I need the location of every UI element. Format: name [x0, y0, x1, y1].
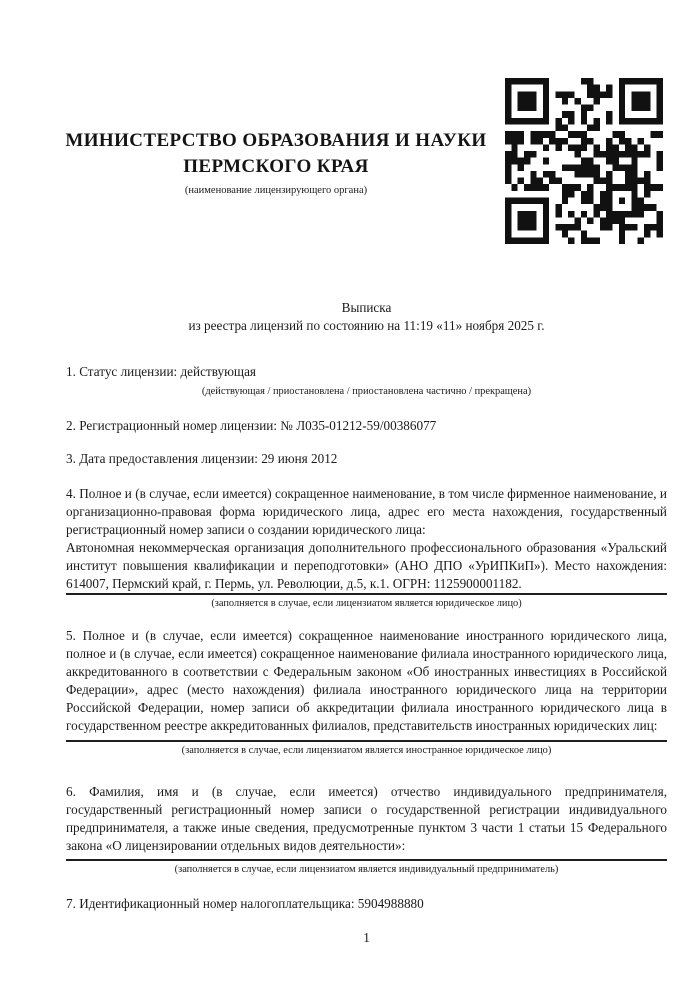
- document-title-line2: из реестра лицензий по состоянию на 11:19 «11» ноября 2025 г.: [188, 318, 545, 333]
- item-4-fill-line: [66, 593, 667, 595]
- document-body: [66, 299, 667, 947]
- item-4-legal-entity-value: Автономная некоммерческая организация дополнительного профессионального образования «Уральский институт повышения квалификации и переподготовки» (АНО ДПО «УрИПКиП»). Место нахождения: 614007, Пермский край, г. Пермь, ул. Революции, д.5, к.1. ОГРН: 1125900001182.: [66, 540, 667, 591]
- qr-code-icon: [505, 78, 663, 244]
- item-7-taxpayer-id: 7. Идентификационный номер налогоплательщика: 5904988880: [66, 896, 424, 911]
- item-3-grant-date: 3. Дата предоставления лицензии: 29 июня 2012: [66, 451, 338, 466]
- issuing-authority-block: [40, 128, 512, 197]
- item-5-foreign-entity-statement: 5. Полное и (в случае, если имеется) сокращенное наименование иностранного юридического лица, полное и (в случае, если имеется) сокращенное наименование филиала иностранного юридического лица, аккредитованного в соответствии с Федеральным законом «Об иностранных инвестициях в Российской Федерации», адрес (место нахождения) филиала иностранного юридического лица на территории Российской Федерации, номер записи об аккредитации филиала иностранного юридического лица в государственном реестре аккредитованных филиалов, представительств иностранных юридических лиц:: [66, 628, 667, 733]
- item-4-caption: (заполняется в случае, если лицензиатом является юридическое лицо): [211, 598, 522, 609]
- page-number: 1: [363, 930, 370, 945]
- item-5-fill-line: [66, 740, 667, 742]
- document-title: [66, 299, 667, 335]
- item-1-caption: (действующая / приостановлена / приостановлена частично / прекращена): [201, 386, 532, 397]
- item-6-fill-line: [66, 859, 667, 861]
- issuing-authority-caption: (наименование лицензирующего органа): [184, 185, 368, 196]
- item-1-license-status: 1. Статус лицензии: действующая: [66, 364, 257, 379]
- item-5-caption: (заполняется в случае, если лицензиатом является иностранное юридическое лицо): [181, 745, 552, 756]
- issuing-authority-name: [40, 128, 512, 180]
- item-2-registration-number: 2. Регистрационный номер лицензии: № Л035-01212-59/00386077: [66, 418, 437, 433]
- ministry-name-line2: ПЕРМСКОГО КРАЯ: [183, 156, 369, 177]
- item-4-legal-entity-statement: 4. Полное и (в случае, если имеется) сокращенное наименование, в том числе фирменное наименование, и организационно-правовая форма юридического лица, адрес его места нахождения, государственный регистрационный номер записи о создании юридического лица:: [66, 486, 667, 537]
- item-6-entrepreneur-statement: 6. Фамилия, имя и (в случае, если имеется) отчество индивидуального предпринимателя, государственный регистрационный номер записи о государственной регистрации индивидуального предпринимателя, а также иные сведения, предусмотренные пунктом 3 части 1 статьи 15 Федерального закона «О лицензировании отдельных видов деятельности»:: [66, 784, 667, 853]
- item-6-caption: (заполняется в случае, если лицензиатом является индивидуальный предприниматель): [174, 864, 559, 875]
- document-header: [0, 0, 700, 252]
- ministry-name-line1: МИНИСТЕРСТВО ОБРАЗОВАНИЯ И НАУКИ: [65, 130, 487, 151]
- document-title-line1: Выписка: [341, 300, 392, 315]
